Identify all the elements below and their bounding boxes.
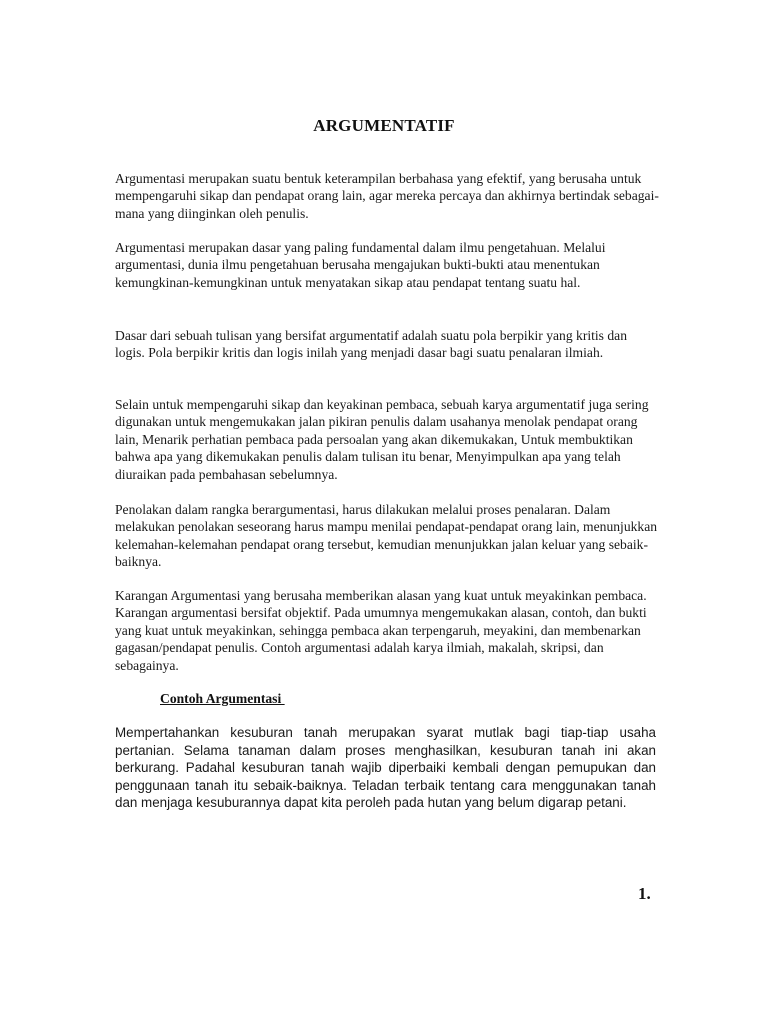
example-heading: Contoh Argumentasi [160,691,285,706]
paragraph: Argumentasi merupakan dasar yang paling fundamental dalam ilmu pengetahuan. Melalui argumentasi, dunia ilmu pengetahuan berusaha mengajukan bukti-bukti atau menentukan kemungkinan-kemungkinan untuk menyatakan sikap atau pendapat tentang suatu hal. [115,240,606,290]
example-paragraph: Mempertahankan kesuburan tanah merupakan syarat mutlak bagi tiap-tiap usaha pertanian. Selama tanaman dalam proses menghasilkan, kesuburan tanah ini akan berkurang. Padahal kesuburan tanah wajib diperbaiki kembali dengan pemupukan dan penggunaan tanah itu sebaik-baiknya. Teladan terbaik tentang cara menggunakan tanah dan menjaga kesuburannya dapat kita peroleh pada hutan yang belum digarap petani. [115,725,656,811]
page-number: 1. [638,884,651,903]
paragraph: Argumentasi merupakan suatu bentuk keterampilan berbahasa yang efektif, yang berusaha untuk mempengaruhi sikap dan pendapat orang lain, agar mereka percaya dan akhirnya bertindak sebagai-mana yang diinginkan oleh penulis. [115,171,659,221]
paragraph: Dasar dari sebuah tulisan yang bersifat argumentatif adalah suatu pola berpikir yang kritis dan logis. Pola berpikir kritis dan logis inilah yang menjadi dasar bagi suatu penalaran ilmiah. [115,328,627,361]
paragraph: Selain untuk mempengaruhi sikap dan keyakinan pembaca, sebuah karya argumentatif juga sering digunakan untuk mengemukakan jalan pikiran penulis dalam usahanya menolak pendapat orang lain, Menarik perhatian pembaca pada persoalan yang akan dikemukakan, Untuk membuktikan bahwa apa yang dikemukakan penulis dalam tulisan itu benar, Menyimpulkan apa yang telah diuraikan pada pembahasan sebelumnya. [115,397,649,482]
paragraph: Karangan Argumentasi yang berusaha memberikan alasan yang kuat untuk meyakinkan pembaca. Karangan argumentasi bersifat objektif. Pada umumnya mengemukakan alasan, contoh, dan bukti yang kuat untuk meyakinkan, sehingga pembaca akan terpengaruh, meyakini, dan membenarkan gagasan/pendapat penulis. Contoh argumentasi adalah karya ilmiah, makalah, skripsi, dan sebagainya. [115,588,647,673]
paragraph: Penolakan dalam rangka berargumentasi, harus dilakukan melalui proses penalaran. Dalam melakukan penolakan seseorang harus mampu menilai pendapat-pendapat orang lain, menunjukkan kelemahan-kelemahan pendapat orang tersebut, kemudian menunjukkan jalan keluar yang sebaik-baiknya. [115,502,658,570]
document-title: ARGUMENTATIF [313,116,455,135]
